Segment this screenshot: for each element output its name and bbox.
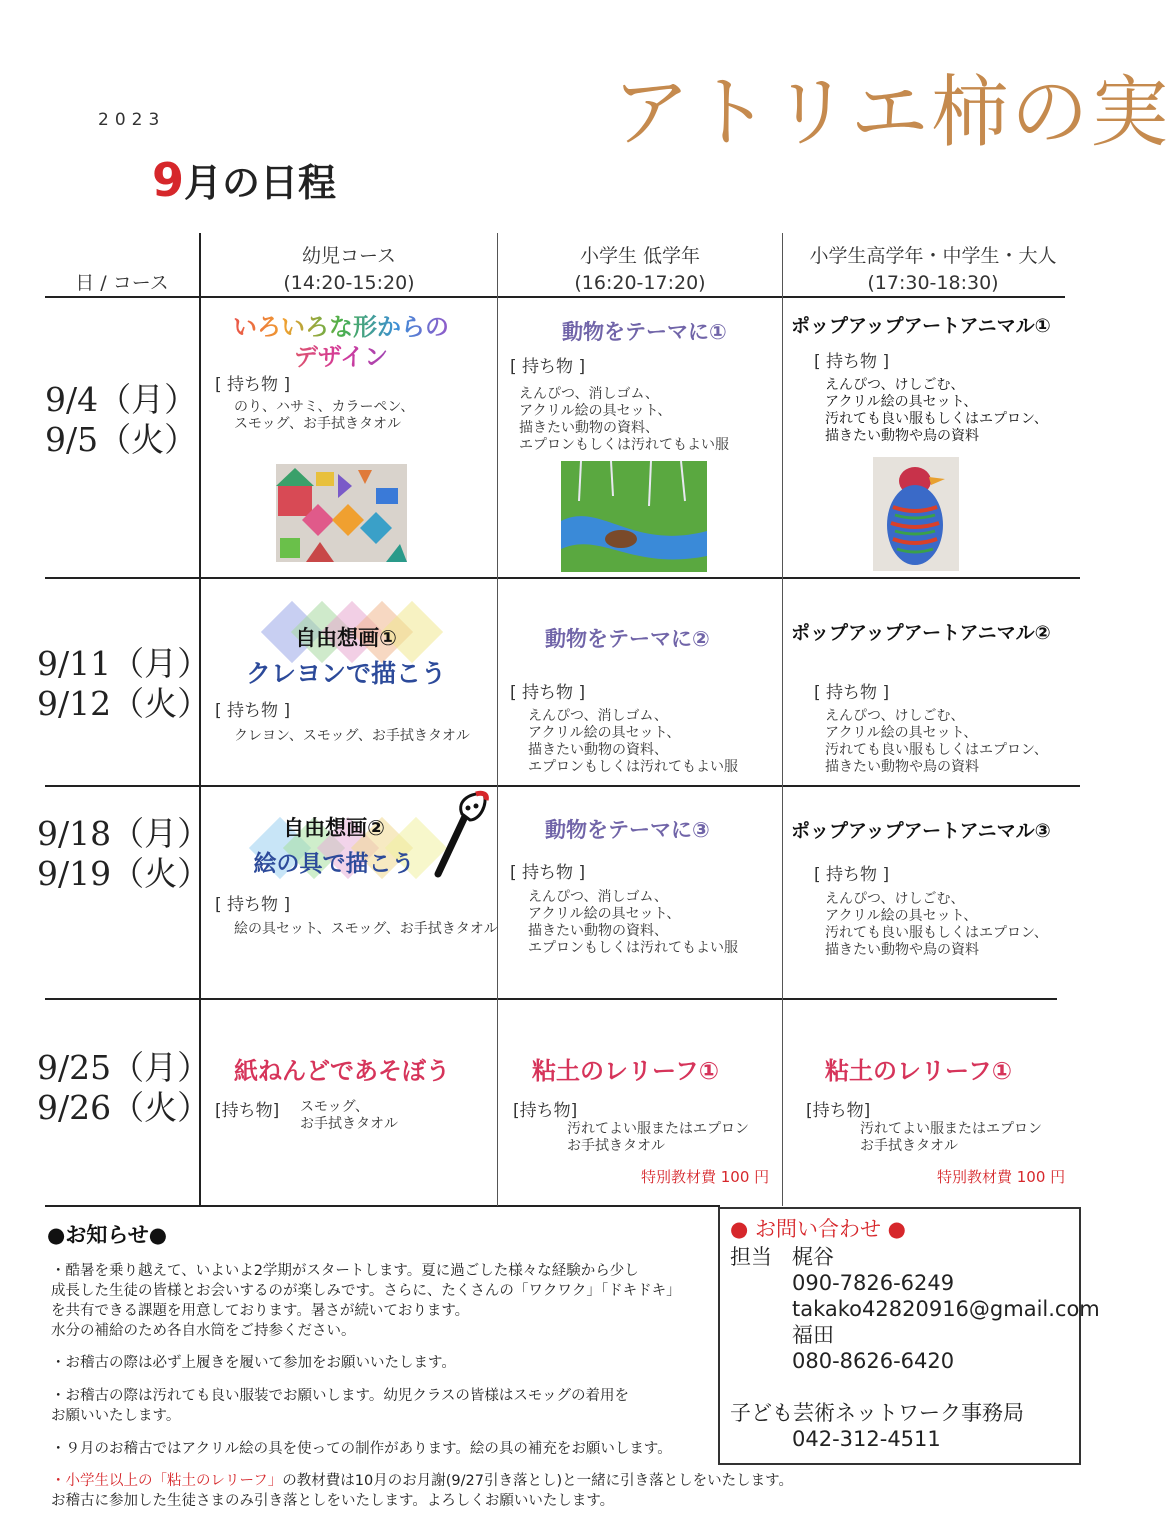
- row4-date: [37, 1048, 210, 1128]
- row3-c3-label: [ 持ち物 ]: [814, 865, 890, 885]
- title-line-1: 自由想画②: [283, 816, 385, 840]
- course-header-1: [201, 243, 497, 297]
- row4-c1-items: [300, 1099, 398, 1133]
- item: 汚れてよい服またはエプロン: [567, 1121, 749, 1137]
- row4-c3-label: [持ち物]: [806, 1101, 871, 1121]
- course-time: (17:30-18:30): [867, 272, 999, 294]
- item: アクリル絵の具セット、: [528, 725, 681, 741]
- row2-c3-items: [825, 708, 1048, 776]
- course-header-2: [498, 243, 782, 297]
- item: アクリル絵の具セット、: [825, 394, 978, 410]
- month-title-text: 月の日程: [184, 161, 337, 205]
- contact-person-1: 梶谷: [792, 1245, 834, 1269]
- item: えんぴつ、けしごむ、: [825, 708, 965, 724]
- row3-c3-title: ポップアップアートアニマル③: [791, 820, 1051, 842]
- item: 汚れても良い服もしくはエプロン、: [825, 411, 1048, 427]
- notice-line: お願いいたします。: [51, 1408, 181, 1424]
- row1-c2-items: [519, 386, 729, 454]
- item: 描きたい動物の資料、: [528, 923, 668, 939]
- atelier-title: アトリエ柿の実: [612, 68, 1170, 158]
- notice-line: 成長した生徒の皆様とお会いするのが楽しみです。さらに、たくさんの「ワクワク」「ドキドキ」: [51, 1283, 681, 1299]
- row1-c2-title: 動物をテーマに①: [562, 320, 727, 344]
- row-rule-3: [45, 998, 1057, 1000]
- row2-date: [37, 644, 210, 724]
- row4-c2-title: 粘土のレリーフ①: [532, 1057, 720, 1085]
- item: 描きたい動物や鳥の資料: [825, 428, 979, 444]
- row3-c2-label: [ 持ち物 ]: [510, 863, 586, 883]
- month-number: 9: [152, 153, 185, 207]
- row4-c3-title: 粘土のレリーフ①: [825, 1057, 1013, 1085]
- paintbrush-icon: [428, 790, 494, 876]
- contact-email-link[interactable]: takako42820916@gmail.com: [792, 1297, 1100, 1321]
- contact-person-2: 福田: [792, 1323, 834, 1347]
- row4-c1-label: [持ち物]: [215, 1101, 280, 1121]
- contact-heading: ● お問い合わせ ●: [730, 1217, 906, 1241]
- course-time: (14:20-15:20): [283, 272, 415, 294]
- row3-c2-title: 動物をテーマに③: [545, 818, 710, 842]
- row3-c1-label: [ 持ち物 ]: [215, 895, 291, 915]
- row1-date: [45, 380, 197, 460]
- date-mon: 9/18（月）: [37, 814, 211, 853]
- row4-c2-items: [567, 1121, 749, 1155]
- item: 絵の具セット、スモッグ、お手拭きタオル: [234, 921, 498, 937]
- date-tue: 9/26（火）: [37, 1088, 211, 1127]
- item: お手拭きタオル: [300, 1116, 398, 1132]
- row3-date: [37, 814, 210, 894]
- penguin-artwork-image: [873, 457, 959, 571]
- item: 汚れてよい服またはエプロン: [860, 1121, 1042, 1137]
- course-name: 小学生高学年・中学生・大人: [809, 245, 1057, 267]
- notice-line: お稽古に参加した生徒さまのみ引き落としをいたします。よろしくお願いいたします。: [51, 1493, 615, 1509]
- item: お手拭きタオル: [567, 1138, 665, 1154]
- notice-line: [51, 1471, 793, 1491]
- item: 描きたい動物や鳥の資料: [825, 942, 979, 958]
- row4-c2-fee: 特別教材費 100 円: [641, 1168, 770, 1186]
- item: アクリル絵の具セット、: [825, 725, 978, 741]
- item: 描きたい動物や鳥の資料: [825, 759, 979, 775]
- row2-c2-label: [ 持ち物 ]: [510, 683, 586, 703]
- item: 汚れても良い服もしくはエプロン、: [825, 925, 1048, 941]
- row1-c1-label: [ 持ち物 ]: [215, 375, 291, 395]
- row4-c1-title: 紙ねんどであそぼう: [234, 1057, 450, 1085]
- row2-c1-label: [ 持ち物 ]: [215, 701, 291, 721]
- contact-phone-2[interactable]: 080-8626-6420: [792, 1349, 955, 1373]
- date-mon: 9/25（月）: [37, 1048, 211, 1087]
- date-tue: 9/5（火）: [45, 420, 198, 459]
- item: アクリル絵の具セット、: [528, 906, 681, 922]
- row1-c3-title: ポップアップアートアニマル①: [791, 315, 1051, 337]
- notice-text: の教材費は10月のお月謝(9/27引き落とし)と一緒に引き落としをいたします。: [282, 1473, 793, 1489]
- row2-c3-label: [ 持ち物 ]: [814, 683, 890, 703]
- row4-c3-items: [860, 1121, 1042, 1155]
- contact-label: 担当: [730, 1245, 772, 1269]
- notice-line: 水分の補給のため各自水筒をご持参ください。: [51, 1323, 356, 1339]
- col-divider-2: [497, 233, 498, 1206]
- row2-c1-title: [228, 620, 464, 692]
- row4-c3-fee: 特別教材費 100 円: [937, 1168, 1066, 1186]
- row2-c2-title: 動物をテーマに②: [545, 627, 710, 651]
- row3-c1-items: [234, 921, 498, 938]
- item: クレヨン、スモッグ、お手拭きタオル: [234, 728, 470, 744]
- date-mon: 9/11（月）: [37, 644, 211, 683]
- row2-c3-title: ポップアップアートアニマル②: [791, 622, 1051, 644]
- title-line-2: 絵の具で描こう: [253, 851, 415, 877]
- title-line-2: デザイン: [228, 342, 454, 372]
- shapes-artwork-image: [276, 464, 407, 562]
- item: えんぴつ、けしごむ、: [825, 377, 965, 393]
- item: お手拭きタオル: [860, 1138, 958, 1154]
- page-title: [152, 152, 336, 207]
- table-bottom-rule: [45, 1205, 720, 1207]
- item: のり、ハサミ、カラーペン、: [234, 399, 415, 415]
- item: 描きたい動物の資料、: [519, 420, 659, 436]
- notice-red-text: ・小学生以上の「粘土のレリーフ」: [51, 1473, 283, 1489]
- item: スモッグ、お手拭きタオル: [234, 416, 402, 432]
- row2-c2-items: [528, 708, 738, 776]
- item: スモッグ、: [300, 1099, 370, 1115]
- contact-organization: 子ども芸術ネットワーク事務局: [730, 1401, 1024, 1425]
- title-line-2: クレヨンで描こう: [245, 659, 446, 688]
- date-tue: 9/12（火）: [37, 684, 211, 723]
- row1-c1-title: [228, 312, 454, 372]
- item: アクリル絵の具セット、: [519, 403, 672, 419]
- penguin-artwork-svg: [873, 457, 959, 571]
- contact-phone-1[interactable]: 090-7826-6249: [792, 1271, 955, 1295]
- item: えんぴつ、消しゴム、: [519, 386, 659, 402]
- item: えんぴつ、消しゴム、: [528, 708, 668, 724]
- notice-paragraph-5: [51, 1471, 793, 1511]
- notice-heading: ●お知らせ●: [47, 1223, 168, 1247]
- row1-c1-items: [234, 399, 414, 433]
- row4-c2-label: [持ち物]: [513, 1101, 578, 1121]
- date-mon: 9/4（月）: [45, 380, 198, 419]
- course-name: 幼児コース: [301, 245, 397, 267]
- item: 描きたい動物の資料、: [528, 742, 668, 758]
- title-line-1: いろいろな形からの: [228, 312, 454, 342]
- year-label: 2023: [98, 110, 166, 130]
- row3-c3-items: [825, 891, 1048, 959]
- notice-paragraph-3: [51, 1386, 629, 1426]
- contact-phone-3[interactable]: 042-312-4511: [792, 1427, 941, 1451]
- row2-c1-items: [234, 728, 470, 745]
- item: えんぴつ、消しゴム、: [528, 889, 668, 905]
- notice-line: ・酷暑を乗り越えて、いよいよ2学期がスタートします。夏に過ごした様々な経験から少し: [51, 1263, 639, 1279]
- date-course-header: 日 / コース: [75, 272, 169, 294]
- title-line-1: 自由想画①: [295, 626, 397, 650]
- notice-line: ・お稽古の際は汚れても良い服装でお願いします。幼児クラスの皆様はスモッグの着用を: [51, 1388, 629, 1404]
- row1-c3-label: [ 持ち物 ]: [814, 352, 890, 372]
- item: エプロンもしくは汚れてもよい服: [519, 437, 729, 453]
- shapes-artwork-svg: [276, 464, 407, 562]
- notice-paragraph-4: ・９月のお稽古ではアクリル絵の具を使っての制作があります。絵の具の補充をお願いします。: [51, 1441, 672, 1457]
- course-header-3: [783, 243, 1083, 297]
- course-name: 小学生 低学年: [579, 245, 701, 267]
- animal-painting-svg: [561, 461, 707, 572]
- row3-c1-title: [236, 810, 432, 882]
- date-tue: 9/19（火）: [37, 854, 211, 893]
- item: アクリル絵の具セット、: [825, 908, 978, 924]
- animal-painting-image: [561, 461, 707, 572]
- item: エプロンもしくは汚れてもよい服: [528, 759, 738, 775]
- item: エプロンもしくは汚れてもよい服: [528, 940, 738, 956]
- row1-c3-items: [825, 377, 1048, 445]
- item: 汚れても良い服もしくはエプロン、: [825, 742, 1048, 758]
- notice-paragraph-2: ・お稽古の際は必ず上履きを履いて参加をお願いいたします。: [51, 1355, 456, 1371]
- row1-c2-label: [ 持ち物 ]: [510, 357, 586, 377]
- col-divider-3: [782, 233, 783, 1206]
- row3-c2-items: [528, 889, 738, 957]
- notice-line: を共有できる課題を用意しております。暑さが続いております。: [51, 1303, 470, 1319]
- item: えんぴつ、けしごむ、: [825, 891, 965, 907]
- course-time: (16:20-17:20): [574, 272, 706, 294]
- notice-paragraph-1: [51, 1261, 681, 1341]
